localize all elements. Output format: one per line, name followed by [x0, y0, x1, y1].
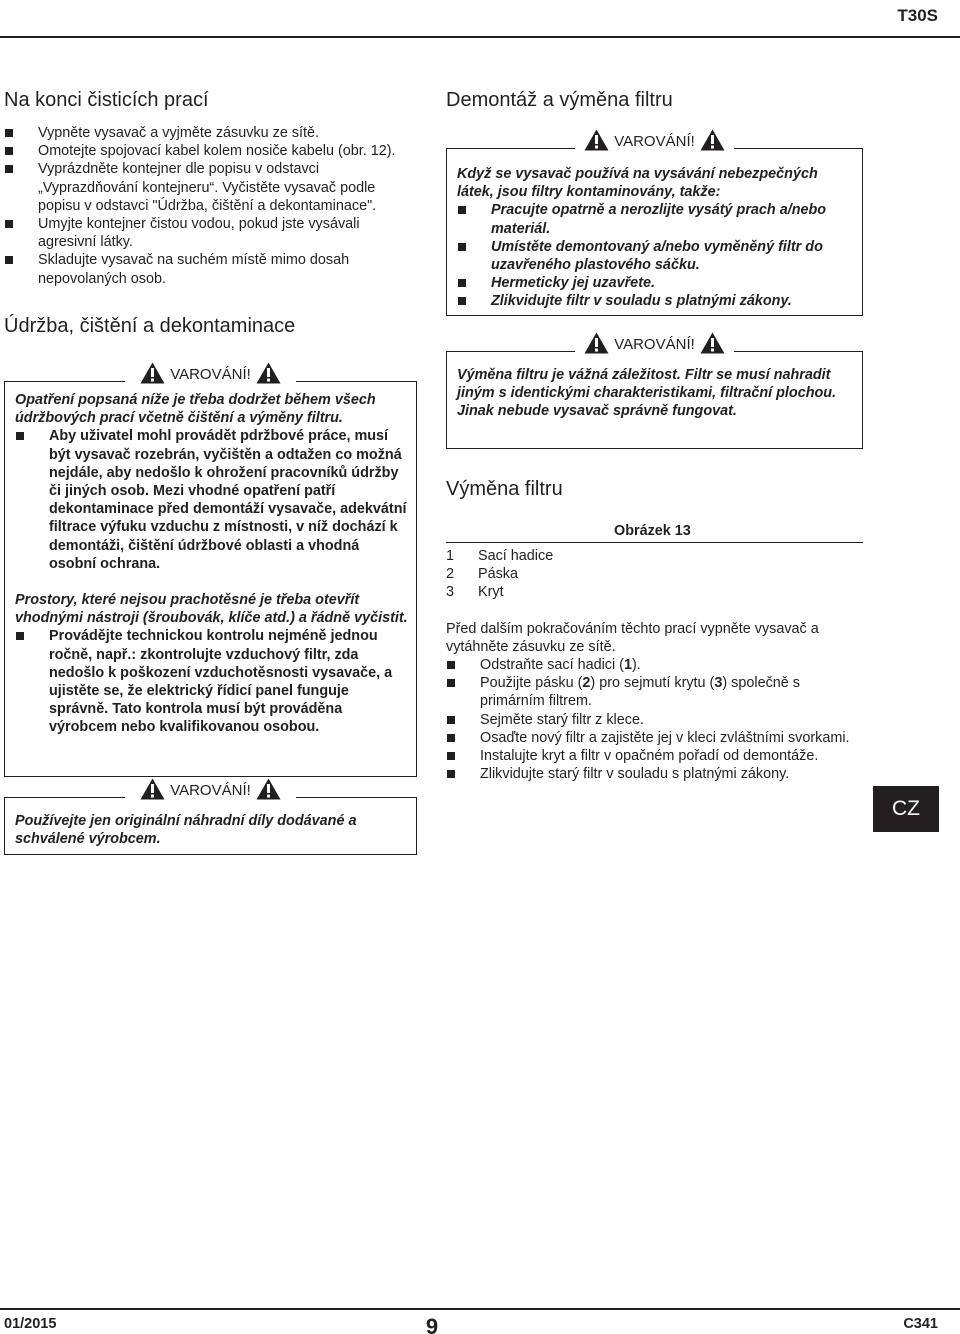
section-title-maintenance: Údržba, čištění a dekontaminace — [4, 315, 296, 337]
warning-triangle-icon — [584, 332, 609, 354]
ref-number: 2 — [582, 675, 591, 692]
warning-intro: Když se vysavač používá na vysávání nebezpečných látek, jsou filtry kontaminovány, takže: — [457, 166, 818, 201]
figure-caption: Obrázek 13 — [614, 523, 691, 539]
legend-label: Kryt — [478, 584, 504, 601]
warning-box-maintenance — [4, 366, 417, 777]
document-model: T30S — [897, 6, 938, 25]
warning-intro: Opatření popsaná níže je třeba dodržet během všech údržbových prací včetně čištění a výměny filtru. — [15, 392, 376, 427]
warning-text: Jinak nebude vysavač správně fungovat. — [457, 403, 737, 420]
legend-number: 2 — [446, 566, 455, 583]
warning-text: Používejte jen originální náhradní díly dodávané a schválené výrobcem. — [15, 813, 357, 848]
legend-label: Páska — [478, 566, 518, 583]
list-item: Umístěte demontovaný a/nebo vyměněný filtr do uzavřeného plastového sáčku. — [457, 238, 856, 274]
warning-box-filter-removal — [446, 133, 863, 316]
warning-label: VAROVÁNÍ! — [170, 366, 251, 383]
list-item: Vypněte vysavač a vyjměte zásuvku ze sítě. — [4, 124, 414, 142]
step-text: Použijte pásku ( — [480, 675, 583, 692]
language-tab: CZ — [873, 786, 939, 832]
footer-rule — [0, 1308, 960, 1310]
legend-label: Sací hadice — [478, 548, 554, 564]
legend-number: 3 — [446, 584, 455, 601]
warning-triangle-icon — [584, 129, 609, 151]
warning-triangle-icon — [140, 362, 165, 384]
list-item: Pracujte opatrně a nerozlijte vysátý prach a/nebo materiál. — [457, 201, 856, 237]
warning-triangle-icon — [256, 778, 281, 800]
list-item: Umyjte kontejner čistou vodou, pokud jste vysávali agresivní látky. — [4, 215, 414, 251]
warning-text: Výměna filtru je vážná záležitost. Filtr se musí nahradit jiným s identickými charakteristikami, filtrační plochou. — [457, 367, 837, 402]
warning-content — [15, 812, 410, 848]
warning-box-spare-parts — [4, 782, 417, 855]
warning-label: VAROVÁNÍ! — [614, 133, 695, 150]
warning-paragraph: Prostory, které nejsou prachotěsné je třeba otevřít vhodnými nástroji (šroubovák, klíče atd.) a řádně vyčistit. — [15, 592, 408, 627]
intro-paragraph: Před dalším pokračováním těchto prací vypněte vysavač a vytáhněte zásuvku ze sítě. — [446, 621, 819, 656]
ref-number: 1 — [623, 657, 632, 673]
warning-content — [457, 366, 856, 421]
step-text: ). — [632, 657, 641, 673]
step-text: Odstraňte sací hadici ( — [480, 657, 624, 673]
section-title-filter-removal: Demontáž a výměna filtru — [446, 89, 673, 111]
warning-label: VAROVÁNÍ! — [170, 782, 251, 799]
warning-content — [457, 165, 856, 311]
legend-row — [446, 565, 553, 583]
figure-legend — [446, 547, 553, 602]
section-title-end-of-cleaning: Na konci čisticích prací — [4, 89, 209, 111]
list-item: Zlikvidujte filtr v souladu s platnými zákony. — [457, 292, 856, 310]
legend-number: 1 — [446, 548, 455, 564]
warning-list — [457, 201, 856, 310]
warning-header — [447, 332, 862, 354]
warning-list — [15, 427, 410, 573]
section-title-filter-replacement: Výměna filtru — [446, 478, 563, 500]
end-of-cleaning-list — [4, 124, 414, 288]
list-item: Osaďte nový filtr a zajistěte jej v kleci zvláštními svorkami. — [446, 729, 860, 747]
warning-header — [5, 362, 416, 384]
list-item: Omotejte spojovací kabel kolem nosiče kabelu (obr. 12). — [4, 142, 414, 160]
list-item: Vyprázdněte kontejner dle popisu v odstavci „Vyprazdňování kontejneru“. Vyčistěte vysavač podle popisu v odstavci "Údržba, čištění a dekontaminace". — [4, 160, 414, 215]
footer-code: C341 — [903, 1316, 938, 1332]
list-item: Sejměte starý filtr z klece. — [446, 711, 860, 729]
header-rule — [0, 36, 960, 38]
list-item: Aby uživatel mohl provádět pdržbové práce, musí být vysavač rozebrán, vyčištěn a odtažen co možná nejdále, aby nedošlo k ohrožení pracovníků údržby či jiných osob. Mezi vhodné opatření patří dekontaminace před demontáží vysavače, adekvátní filtrace výfuku vzduchu z místnosti, v níž dochází k demontáži, čištění údržbové oblasti a vhodná osobní ochrana. — [15, 427, 410, 573]
footer-date: 01/2015 — [4, 1316, 57, 1332]
list-item: Skladujte vysavač na suchém místě mimo dosah nepovolaných osob. — [4, 251, 414, 287]
list-item: Provádějte technickou kontrolu nejméně jednou ročně, např.: zkontrolujte vzduchový filtr, zda nedošlo k poškození vzduchotěsnosti vysavače, a ujistěte se, že elektrický řídicí panel funguje správně. Tato kontrola musí být prováděna výrobcem nebo kvalifikovanou osobou. — [15, 627, 410, 736]
warning-content — [15, 391, 410, 737]
warning-box-filter-replacement — [446, 336, 863, 449]
warning-label: VAROVÁNÍ! — [614, 336, 695, 353]
step-text: ) pro sejmutí krytu ( — [590, 675, 715, 692]
list-item: Zlikvidujte starý filtr v souladu s platnými zákony. — [446, 765, 860, 783]
filter-steps-list — [446, 656, 860, 783]
legend-row — [446, 583, 553, 601]
list-item — [446, 656, 860, 674]
list-item: Hermeticky jej uzavřete. — [457, 274, 856, 292]
ref-number: 3 — [714, 675, 723, 692]
legend-row — [446, 547, 553, 565]
figure-rule — [446, 542, 863, 543]
warning-triangle-icon — [256, 362, 281, 384]
warning-header — [5, 778, 416, 800]
list-item: Instalujte kryt a filtr v opačném pořadí od demontáže. — [446, 747, 860, 765]
warning-triangle-icon — [700, 129, 725, 151]
list-item — [446, 674, 860, 710]
warning-list — [15, 627, 410, 736]
warning-header — [447, 129, 862, 151]
page-number: 9 — [425, 1314, 439, 1334]
step-text: ) společně s primárním filtrem. — [480, 675, 800, 710]
warning-triangle-icon — [700, 332, 725, 354]
warning-triangle-icon — [140, 778, 165, 800]
